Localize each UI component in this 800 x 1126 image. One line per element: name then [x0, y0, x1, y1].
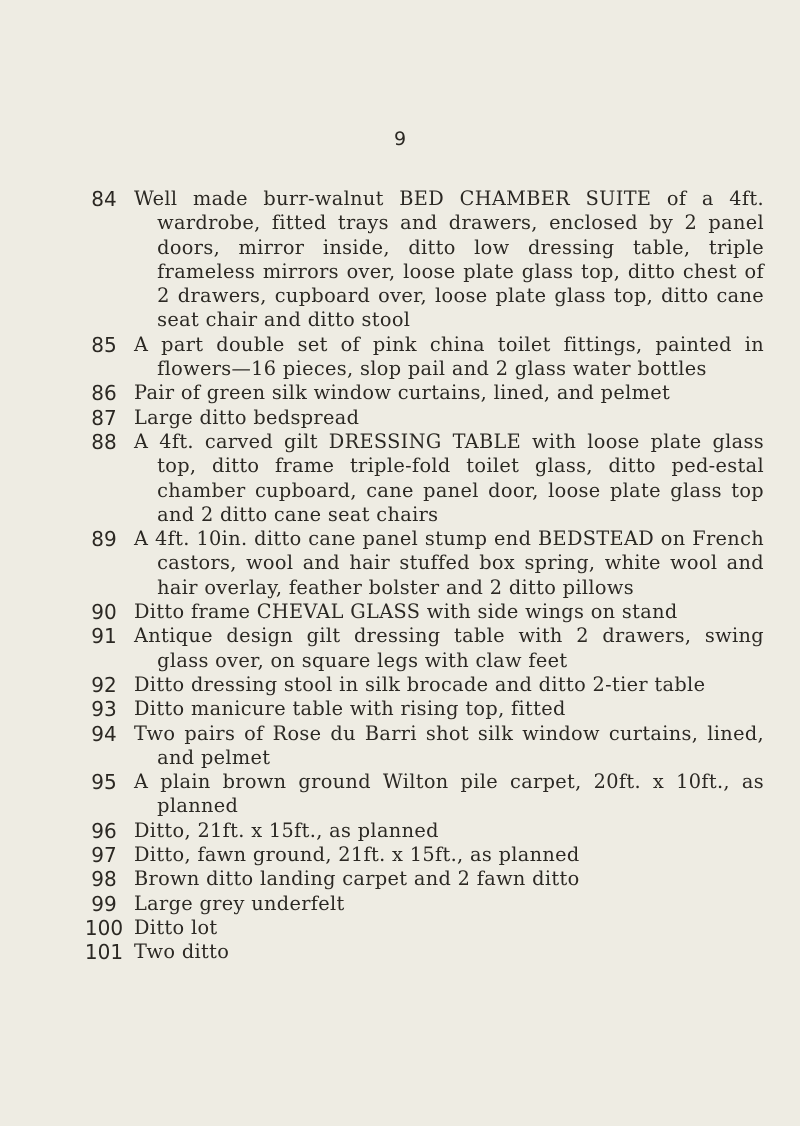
lot-description: Two pairs of Rose du Barri shot silk window curtains, lined, and pelmet — [134, 721, 764, 769]
lot-list — [74, 187, 764, 965]
lot-entry — [74, 770, 764, 819]
lot-entry — [74, 819, 764, 843]
lot-number: 98 — [91, 867, 117, 892]
page-number: 9 — [393, 128, 407, 150]
lot-description: Large ditto bedspread — [134, 405, 360, 429]
lot-description: Ditto frame CHEVAL GLASS with side wings on stand — [134, 600, 678, 624]
lot-description: Pair of green silk window curtains, lined, and pelmet — [134, 381, 671, 405]
lot-entry — [74, 722, 764, 771]
lot-entry — [74, 600, 764, 624]
lot-number: 101 — [84, 940, 124, 965]
lot-number: 85 — [91, 332, 117, 357]
lot-number: 90 — [91, 600, 117, 625]
lot-description: Two ditto — [134, 940, 230, 964]
lot-description: A part double set of pink china toilet fittings, painted in flowers—16 pieces, slop pail and 2 glass water bottles — [134, 332, 764, 381]
lot-entry — [74, 333, 764, 382]
lot-entry — [74, 187, 764, 333]
lot-entry — [74, 381, 764, 405]
lot-number: 87 — [91, 405, 117, 430]
lot-entry — [74, 916, 764, 940]
lot-description: A 4ft. 10in. ditto cane panel stump end BEDSTEAD on French castors, wool and hair stuffed box spring, white wool and hair overlay, feather bolster and 2 ditto pillows — [134, 527, 764, 599]
lot-description: Ditto manicure table with rising top, fitted — [134, 697, 566, 721]
lot-description: Antique design gilt dressing table with 2 drawers, swing glass over, on square legs with claw feet — [134, 624, 764, 672]
lot-number: 86 — [91, 381, 117, 406]
lot-description: A 4ft. carved gilt DRESSING TABLE with loose plate glass top, ditto frame triple-fold toilet glass, ditto ped-estal chamber cupboard, cane panel door, loose plate glass top and 2 ditto cane seat chairs — [134, 429, 764, 526]
lot-number: 99 — [91, 891, 117, 916]
lot-entry — [74, 697, 764, 721]
lot-entry — [74, 892, 764, 916]
lot-description: Ditto, 21ft. x 15ft., as planned — [134, 818, 439, 842]
lot-number: 95 — [91, 770, 117, 795]
lot-description: Ditto, fawn ground, 21ft. x 15ft., as planned — [134, 843, 580, 867]
lot-number: 89 — [91, 527, 117, 552]
lot-entry — [74, 624, 764, 673]
lot-number: 97 — [91, 843, 117, 868]
lot-number: 91 — [91, 624, 117, 649]
lot-entry — [74, 430, 764, 527]
lot-number: 88 — [91, 429, 117, 454]
lot-entry — [74, 843, 764, 867]
lot-number: 92 — [91, 672, 117, 697]
lot-description: Well made burr-walnut BED CHAMBER SUITE of a 4ft. wardrobe, fitted trays and drawers, enclosed by 2 panel doors, mirror inside, ditto low dressing table, triple frameless mirrors over, loose plate glass top, ditto chest of 2 drawers, cupboard over, loose plate glass top, ditto cane seat chair and ditto stool — [134, 187, 764, 332]
lot-description: Ditto dressing stool in silk brocade and ditto 2-tier table — [134, 672, 706, 696]
lot-description: Ditto lot — [134, 915, 218, 939]
lot-entry — [74, 527, 764, 600]
lot-number: 84 — [91, 187, 117, 211]
lot-entry — [74, 867, 764, 891]
lot-number: 93 — [91, 697, 117, 722]
lot-description: A plain brown ground Wilton pile carpet, 20ft. x 10ft., as planned — [134, 770, 764, 818]
lot-number: 96 — [91, 818, 117, 843]
lot-entry — [74, 940, 764, 964]
lot-entry — [74, 673, 764, 697]
lot-number: 100 — [84, 915, 124, 940]
lot-description: Large grey underfelt — [134, 891, 345, 915]
lot-description: Brown ditto landing carpet and 2 fawn ditto — [134, 867, 580, 891]
lot-number: 94 — [91, 721, 117, 746]
lot-entry — [74, 406, 764, 430]
